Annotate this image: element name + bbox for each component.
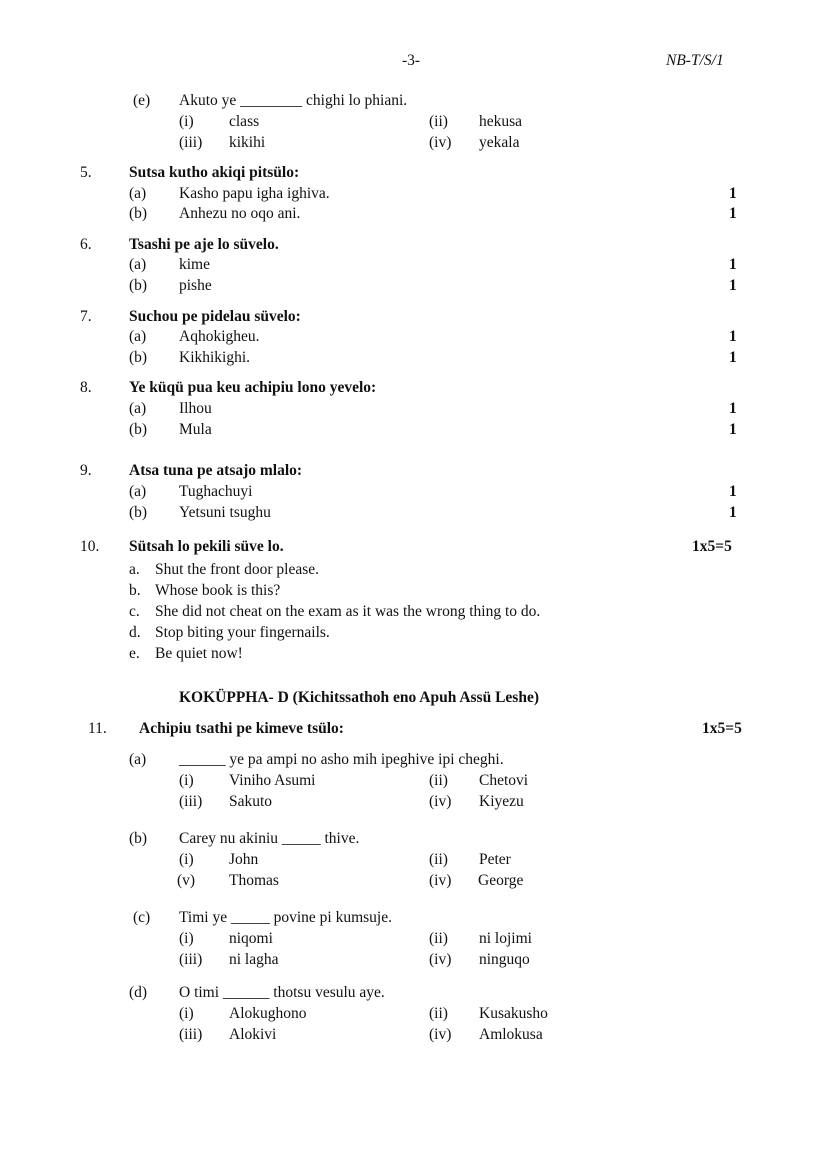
option-text: Alokughono — [229, 1005, 307, 1022]
option-text: Amlokusa — [479, 1026, 543, 1043]
item-label: c. — [129, 603, 140, 620]
option-text: niqomi — [229, 930, 273, 947]
question-number: 11. — [88, 720, 107, 737]
item-text: Kikhikighi. — [179, 349, 251, 366]
question-title: Ye küqü pua keu achipiu lono yevelo: — [129, 379, 377, 396]
item-label: (b) — [129, 277, 148, 294]
option-num: (v) — [177, 872, 196, 889]
item-label: e. — [129, 645, 140, 662]
part-text: O timi ______ thotsu vesulu aye. — [179, 984, 385, 1001]
item-text: kime — [179, 256, 210, 273]
item-text: Stop biting your fingernails. — [155, 624, 330, 641]
option-num: (iv) — [429, 951, 452, 968]
part-text: ______ ye pa ampi no asho mih ipeghive ipi cheghi. — [179, 751, 504, 768]
q4e-text: Akuto ye ________ chighi lo phiani. — [179, 92, 408, 109]
item-mark: 1 — [729, 504, 737, 521]
item-text: Aqhokigheu. — [179, 328, 260, 345]
item-mark: 1 — [729, 205, 737, 222]
item-mark: 1 — [729, 277, 737, 294]
item-text: Whose book is this? — [155, 582, 281, 599]
option-num: (iii) — [179, 951, 203, 968]
option-text: ninguqo — [479, 951, 530, 968]
option-num: (iii) — [179, 1026, 203, 1043]
option-num: (ii) — [429, 851, 448, 868]
question-number: 5. — [80, 164, 92, 181]
item-mark: 1 — [729, 349, 737, 366]
option-num: (i) — [179, 930, 194, 947]
option-num: (i) — [179, 113, 194, 130]
option-num: (ii) — [429, 930, 448, 947]
item-label: (a) — [129, 328, 147, 345]
item-label: (b) — [129, 421, 148, 438]
question-marks: 1x5=5 — [702, 720, 742, 737]
option-text: Kiyezu — [479, 793, 524, 810]
item-mark: 1 — [729, 421, 737, 438]
option-num: (ii) — [429, 113, 448, 130]
question-title: Tsashi pe aje lo süvelo. — [129, 236, 279, 253]
part-label: (a) — [129, 751, 147, 768]
q4e-label: (e) — [133, 92, 151, 109]
option-text: George — [478, 872, 524, 889]
question-title: Sütsah lo pekili süve lo. — [129, 538, 284, 555]
option-num: (iv) — [429, 872, 452, 889]
option-text: Kusakusho — [479, 1005, 548, 1022]
item-label: (b) — [129, 205, 148, 222]
question-title: Suchou pe pidelau süvelo: — [129, 308, 301, 325]
question-number: 6. — [80, 236, 92, 253]
option-text: John — [229, 851, 259, 868]
item-mark: 1 — [729, 400, 737, 417]
item-text: Be quiet now! — [155, 645, 243, 662]
option-text: Viniho Asumi — [229, 772, 316, 789]
item-mark: 1 — [729, 328, 737, 345]
question-title: Atsa tuna pe atsajo mlalo: — [129, 462, 303, 479]
item-label: (a) — [129, 483, 147, 500]
option-text: Peter — [479, 851, 511, 868]
item-text: Shut the front door please. — [155, 561, 320, 578]
question-number: 8. — [80, 379, 92, 396]
option-text: yekala — [479, 134, 520, 151]
part-text: Timi ye _____ povine pi kumsuje. — [179, 909, 392, 926]
page-number: -3- — [402, 52, 421, 69]
item-text: Tughachuyi — [179, 483, 253, 500]
item-label: (a) — [129, 256, 147, 273]
section-heading: KOKÜPPHA- D (Kichitssathoh eno Apuh Assü Leshe) — [179, 689, 539, 706]
option-text: Chetovi — [479, 772, 529, 789]
question-title: Sutsa kutho akiqi pitsülo: — [129, 164, 300, 181]
option-num: (iii) — [179, 793, 203, 810]
item-text: Mula — [179, 421, 212, 438]
item-label: (b) — [129, 349, 148, 366]
option-num: (i) — [179, 1005, 194, 1022]
question-number: 7. — [80, 308, 92, 325]
option-text: kikihi — [229, 134, 266, 151]
item-text: pishe — [179, 277, 212, 294]
question-marks: 1x5=5 — [692, 538, 732, 555]
item-label: (b) — [129, 504, 148, 521]
item-label: b. — [129, 582, 141, 599]
item-mark: 1 — [729, 483, 737, 500]
paper-code: NB-T/S/1 — [666, 52, 724, 69]
option-num: (i) — [179, 772, 194, 789]
item-text: Ilhou — [179, 400, 212, 417]
item-label: d. — [129, 624, 141, 641]
option-text: Alokivi — [229, 1026, 277, 1043]
item-label: a. — [129, 561, 140, 578]
option-text: Thomas — [229, 872, 279, 889]
option-num: (iv) — [429, 1026, 452, 1043]
part-label: (d) — [129, 984, 148, 1001]
item-mark: 1 — [729, 256, 737, 273]
question-number: 9. — [80, 462, 92, 479]
item-text: Kasho papu igha ighiva. — [179, 185, 330, 202]
option-text: hekusa — [479, 113, 523, 130]
item-text: Yetsuni tsughu — [179, 504, 271, 521]
question-number: 10. — [80, 538, 100, 555]
item-text: She did not cheat on the exam as it was the wrong thing to do. — [155, 603, 541, 620]
item-mark: 1 — [729, 185, 737, 202]
option-text: ni lojimi — [479, 930, 532, 947]
option-num: (i) — [179, 851, 194, 868]
option-num: (iii) — [179, 134, 203, 151]
part-text: Carey nu akiniu _____ thive. — [179, 830, 360, 847]
option-text: class — [229, 113, 260, 130]
option-text: ni lagha — [229, 951, 279, 968]
item-label: (a) — [129, 400, 147, 417]
item-label: (a) — [129, 185, 147, 202]
option-num: (iv) — [429, 134, 452, 151]
option-num: (iv) — [429, 793, 452, 810]
option-num: (ii) — [429, 1005, 448, 1022]
option-num: (ii) — [429, 772, 448, 789]
item-text: Anhezu no oqo ani. — [179, 205, 301, 222]
question-title: Achipiu tsathi pe kimeve tsülo: — [139, 720, 344, 737]
option-text: Sakuto — [229, 793, 273, 810]
part-label: (b) — [129, 830, 148, 847]
part-label: (c) — [133, 909, 151, 926]
